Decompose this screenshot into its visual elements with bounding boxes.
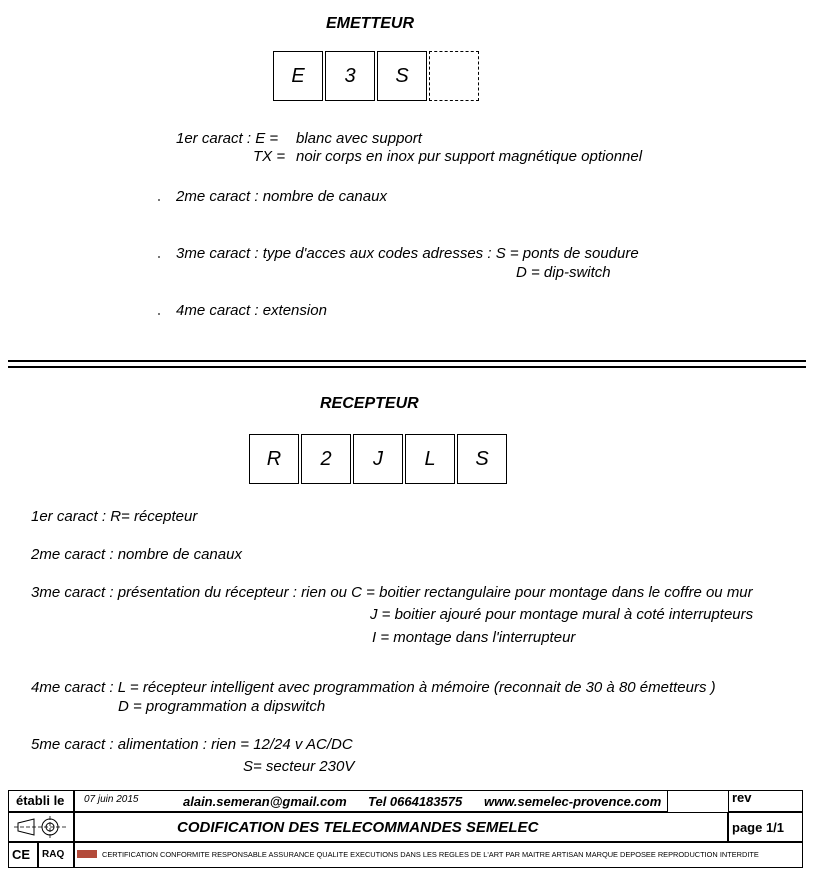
certification-text: CERTIFICATION CONFORMITE RESPONSABLE ASSURANCE QUALITE EXECUTIONS DANS LES REGLES DE L'ART PAR MAITRE ARTISAN MARQUE DEPOSEE REPRODUCTION INTERDITE bbox=[102, 850, 759, 859]
section-separator-top bbox=[8, 360, 806, 362]
recepteur-code-box-3: J bbox=[353, 434, 403, 484]
recepteur-caract-2: 2me caract : nombre de canaux bbox=[31, 546, 242, 563]
emetteur-caract-1-tx-value: noir corps en inox pur support magnétique optionnel bbox=[296, 148, 643, 165]
projection-symbol-icon bbox=[12, 815, 70, 839]
recepteur-caract-4: 4me caract : L = récepteur intelligent avec programmation à mémoire (reconnait de 30 à 80 émetteurs ) bbox=[31, 679, 716, 696]
recepteur-code-box-4: L bbox=[405, 434, 455, 484]
recepteur-code-box-1: R bbox=[249, 434, 299, 484]
emetteur-code-box-1: E bbox=[273, 51, 323, 101]
recepteur-caract-3: 3me caract : présentation du récepteur : rien ou C = boitier rectangulaire pour montage dans le coffre ou mur bbox=[31, 584, 753, 601]
recepteur-code-box-5: S bbox=[457, 434, 507, 484]
website-value: www.semelec-provence.com bbox=[484, 794, 662, 809]
recepteur-code-box-2: 2 bbox=[301, 434, 351, 484]
emetteur-title: EMETTEUR bbox=[326, 15, 414, 32]
document-title: CODIFICATION DES TELECOMMANDES SEMELEC bbox=[177, 819, 539, 836]
tel-value: Tel 0664183575 bbox=[368, 794, 463, 809]
bullet-dot bbox=[158, 199, 160, 201]
bullet-dot bbox=[158, 256, 160, 258]
quality-label-icon bbox=[77, 850, 97, 858]
recepteur-caract-3-j: J = boitier ajouré pour montage mural à coté interrupteurs bbox=[370, 606, 754, 623]
raq-mark: RAQ bbox=[42, 849, 65, 860]
email-value: alain.semeran@gmail.com bbox=[183, 794, 347, 809]
section-separator-bottom bbox=[8, 366, 806, 368]
recepteur-caract-1: 1er caract : R= récepteur bbox=[31, 508, 198, 525]
emetteur-caract-1-value: blanc avec support bbox=[296, 130, 422, 147]
recepteur-caract-4-d: D = programmation a dipswitch bbox=[118, 698, 326, 715]
emetteur-caract-1-tx-label: TX = bbox=[253, 148, 286, 165]
ce-mark: CE bbox=[12, 847, 31, 862]
rev-label: rev bbox=[732, 790, 752, 805]
emetteur-caract-2: 2me caract : nombre de canaux bbox=[176, 188, 387, 205]
recepteur-caract-5-s: S= secteur 230V bbox=[243, 758, 355, 775]
recepteur-caract-3-i: I = montage dans l'interrupteur bbox=[372, 629, 576, 646]
emetteur-caract-3-dip: D = dip-switch bbox=[516, 264, 611, 281]
emetteur-code-box-2: 3 bbox=[325, 51, 375, 101]
recepteur-caract-5: 5me caract : alimentation : rien = 12/24 v AC/DC bbox=[31, 736, 353, 753]
recepteur-title: RECEPTEUR bbox=[320, 395, 419, 412]
emetteur-code-box-extension bbox=[429, 51, 479, 101]
emetteur-caract-1-label: 1er caract : E = bbox=[176, 130, 279, 147]
emetteur-caract-4: 4me caract : extension bbox=[176, 302, 327, 319]
emetteur-code-box-3: S bbox=[377, 51, 427, 101]
etabli-label: établi le bbox=[16, 793, 65, 808]
bullet-dot bbox=[158, 313, 160, 315]
date-value: 07 juin 2015 bbox=[84, 794, 139, 805]
page-label: page 1/1 bbox=[732, 820, 785, 835]
emetteur-caract-3: 3me caract : type d'acces aux codes adresses : S = ponts de soudure bbox=[176, 245, 639, 262]
